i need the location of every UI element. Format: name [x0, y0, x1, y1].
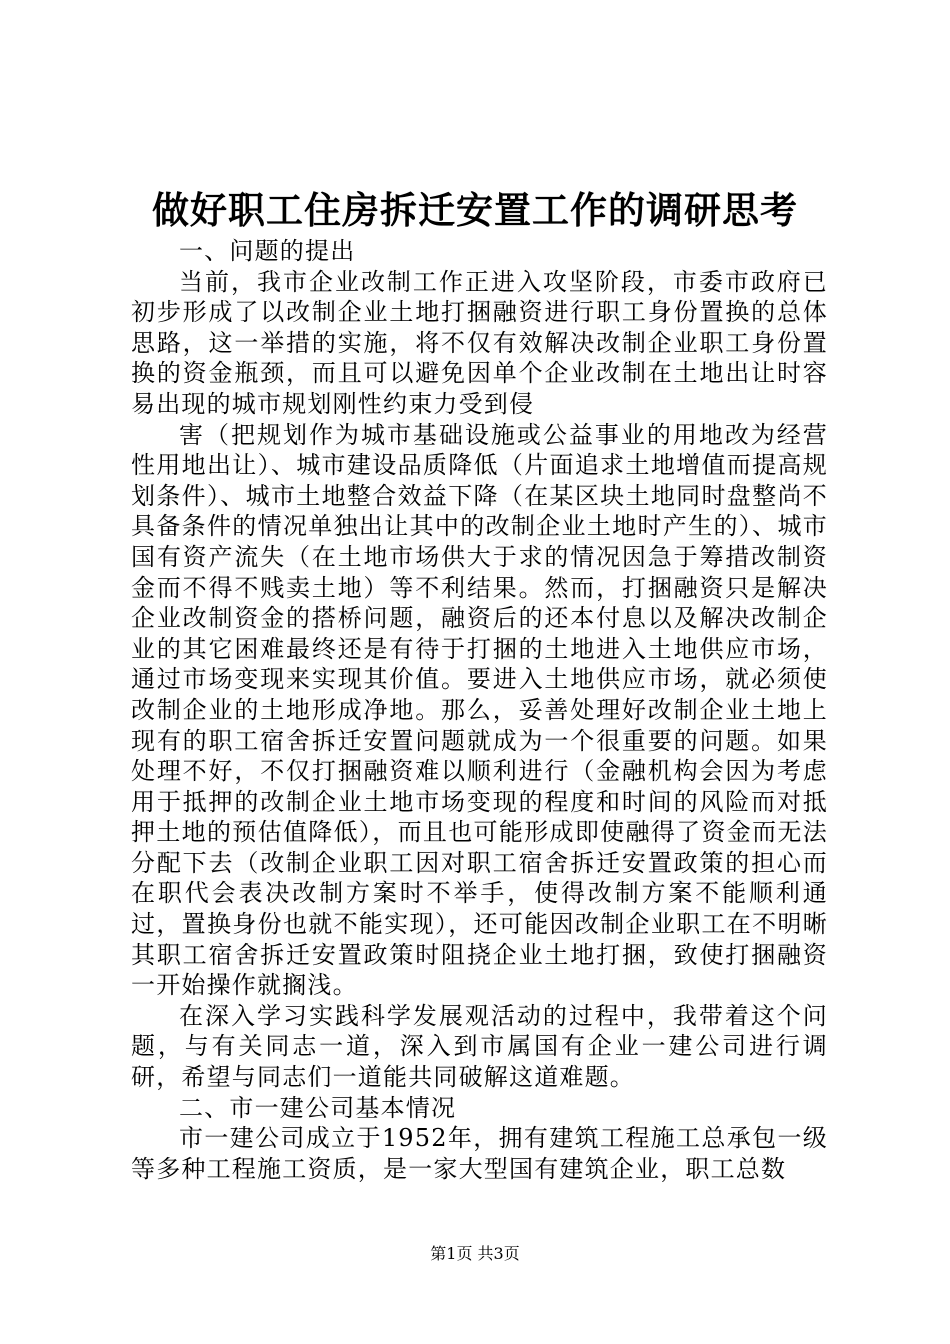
- paragraph-company: 市一建公司成立于1952年，拥有建筑工程施工总承包一级等多种工程施工资质，是一家大型国有建筑企业，职工总数: [131, 1124, 828, 1183]
- document-title: 做好职工住房拆迁安置工作的调研思考: [152, 188, 798, 232]
- paragraph-research: 在深入学习实践科学发展观活动的过程中，我带着这个问题，与有关同志一道，深入到市属国有企业一建公司进行调研，希望与同志们一道能共同破解这道难题。: [131, 1001, 828, 1092]
- section-heading-1: 一、问题的提出: [179, 237, 356, 265]
- document-body: [131, 236, 828, 1184]
- page-footer: 第1页 共3页: [430, 1244, 520, 1263]
- section-heading-2: 二、市一建公司基本情况: [179, 1093, 457, 1122]
- paragraph-problems: 害（把规划作为城市基础设施或公益事业的用地改为经营性用地出让）、城市建设品质降低（片面追求土地增值而提高规划条件）、城市土地整合效益下降（在某区块土地同时盘整尚不具备条件的情况单独出让其中的改制企业土地时产生的）、城市国有资产流失（在土地市场供大于求的情况因急于筹措改制资金而不得不贱卖土地）等不利结果。然而，打捆融资只是解决企业改制资金的搭桥问题，融资后的还本付息以及解决改制企业的其它困难最终还是有待于打捆的土地进入土地供应市场，通过市场变现来实现其价值。要进入土地供应市场，就必须使改制企业的土地形成净地。那么，妥善处理好改制企业土地上现有的职工宿舍拆迁安置问题就成为一个很重要的问题。如果处理不好，不仅打捆融资难以顺利进行（金融机构会因为考虑用于抵押的改制企业土地市场变现的程度和时间的风险而对抵押土地的预估值降低），而且也可能形成即使融得了资金而无法分配下去（改制企业职工因对职工宿舍拆迁安置政策的担心而在职代会表决改制方案时不举手，使得改制方案不能顺利通过，置换身份也就不能实现），还可能因改制企业职工在不明晰其职工宿舍拆迁安置政策时阻挠企业土地打捆，致使打捆融资一开始操作就搁浅。: [131, 420, 828, 1000]
- paragraph-intro: 当前，我市企业改制工作正进入攻坚阶段，市委市政府已初步形成了以改制企业土地打捆融资进行职工身份置换的总体思路，这一举措的实施，将不仅有效解决改制企业职工身份置换的资金瓶颈，而且可以避免因单个企业改制在土地出让时容易出现的城市规划刚性约束力受到侵: [131, 267, 828, 418]
